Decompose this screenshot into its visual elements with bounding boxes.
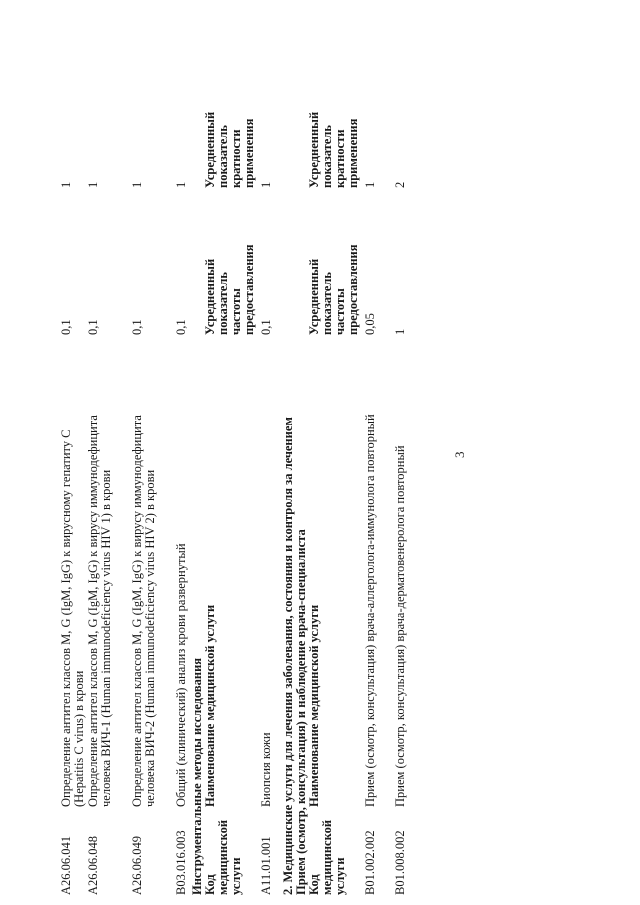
- frequency-value: 0,1: [259, 319, 273, 335]
- service-code: A11.01.001: [259, 836, 273, 895]
- multiplicity-value: 1: [363, 181, 377, 188]
- service-code: B01.002.002: [363, 830, 377, 895]
- header-code: Код медицинской услуги: [203, 819, 243, 895]
- service-name: Прием (осмотр, консультация) врача-дерматовенеролога повторный: [393, 445, 407, 807]
- header-name: Наименование медицинской услуги: [203, 604, 217, 807]
- service-name: Общий (клинический) анализ крови развернутый: [174, 543, 188, 807]
- table-row: [131, 10, 175, 895]
- service-code: A26.06.048: [86, 835, 100, 895]
- table-row: [175, 10, 191, 895]
- service-name: Прием (осмотр, консультация) врача-аллерголога-иммунолога повторный: [363, 414, 377, 807]
- section-heading-instrumental: Инструментальные методы исследования: [190, 657, 204, 895]
- frequency-value: 0,1: [130, 319, 144, 335]
- table-row: [260, 10, 282, 895]
- header-multiplicity: Усредненный показатель кратности применения: [203, 111, 256, 188]
- service-name: Биопсия кожи: [259, 732, 273, 807]
- service-code: A26.06.049: [130, 835, 144, 895]
- table-row: [60, 10, 87, 895]
- section-heading-treatment: 2. Медицинские услуги для лечения заболевания, состояния и контроля за лечением: [281, 417, 295, 895]
- multiplicity-value: 1: [174, 181, 188, 188]
- multiplicity-value: 1: [59, 181, 73, 188]
- multiplicity-value: 1: [259, 181, 273, 188]
- header-multiplicity: Усредненный показатель кратности применения: [307, 111, 360, 188]
- page-number: 3: [452, 451, 467, 458]
- table-header: [308, 10, 364, 895]
- frequency-value: 0,05: [363, 313, 377, 335]
- frequency-value: 0,1: [174, 319, 188, 335]
- header-code: Код медицинской услуги: [307, 819, 347, 895]
- frequency-value: 0,1: [59, 319, 73, 335]
- table-header: [204, 10, 260, 895]
- table-row: [394, 10, 410, 895]
- multiplicity-value: 2: [393, 181, 407, 188]
- header-name: Наименование медицинской услуги: [307, 604, 321, 807]
- subsection-heading: Прием (осмотр, консультация) и наблюдение врача-специалиста: [294, 529, 308, 895]
- header-frequency: Усредненный показатель частоты предоставления: [307, 244, 360, 335]
- service-name: Определение антител классов M, G (IgM, IgG) к вирусному гепатиту C (Hepatitis C virus) в крови: [59, 429, 86, 807]
- multiplicity-value: 1: [86, 181, 100, 188]
- table-row: [87, 10, 131, 895]
- service-code: A26.06.041: [59, 835, 73, 895]
- document-page: [10, 10, 630, 895]
- service-name: Определение антител классов M, G (IgM, IgG) к вирусу иммунодефицита человека ВИЧ-2 (Human immunodeficiency virus HIV 2) в крови: [130, 415, 157, 807]
- service-name: Определение антител классов M, G (IgM, IgG) к вирусу иммунодефицита человека ВИЧ-1 (Human immunodeficiency virus HIV 1) в крови: [86, 415, 113, 807]
- header-frequency: Усредненный показатель частоты предоставления: [203, 244, 256, 335]
- multiplicity-value: 1: [130, 181, 144, 188]
- service-code: B01.008.002: [393, 830, 407, 895]
- frequency-value: 1: [393, 328, 407, 335]
- frequency-value: 0,1: [86, 319, 100, 335]
- document-body: [60, 10, 410, 895]
- table-row: [364, 10, 394, 895]
- service-code: B03.016.003: [174, 830, 188, 895]
